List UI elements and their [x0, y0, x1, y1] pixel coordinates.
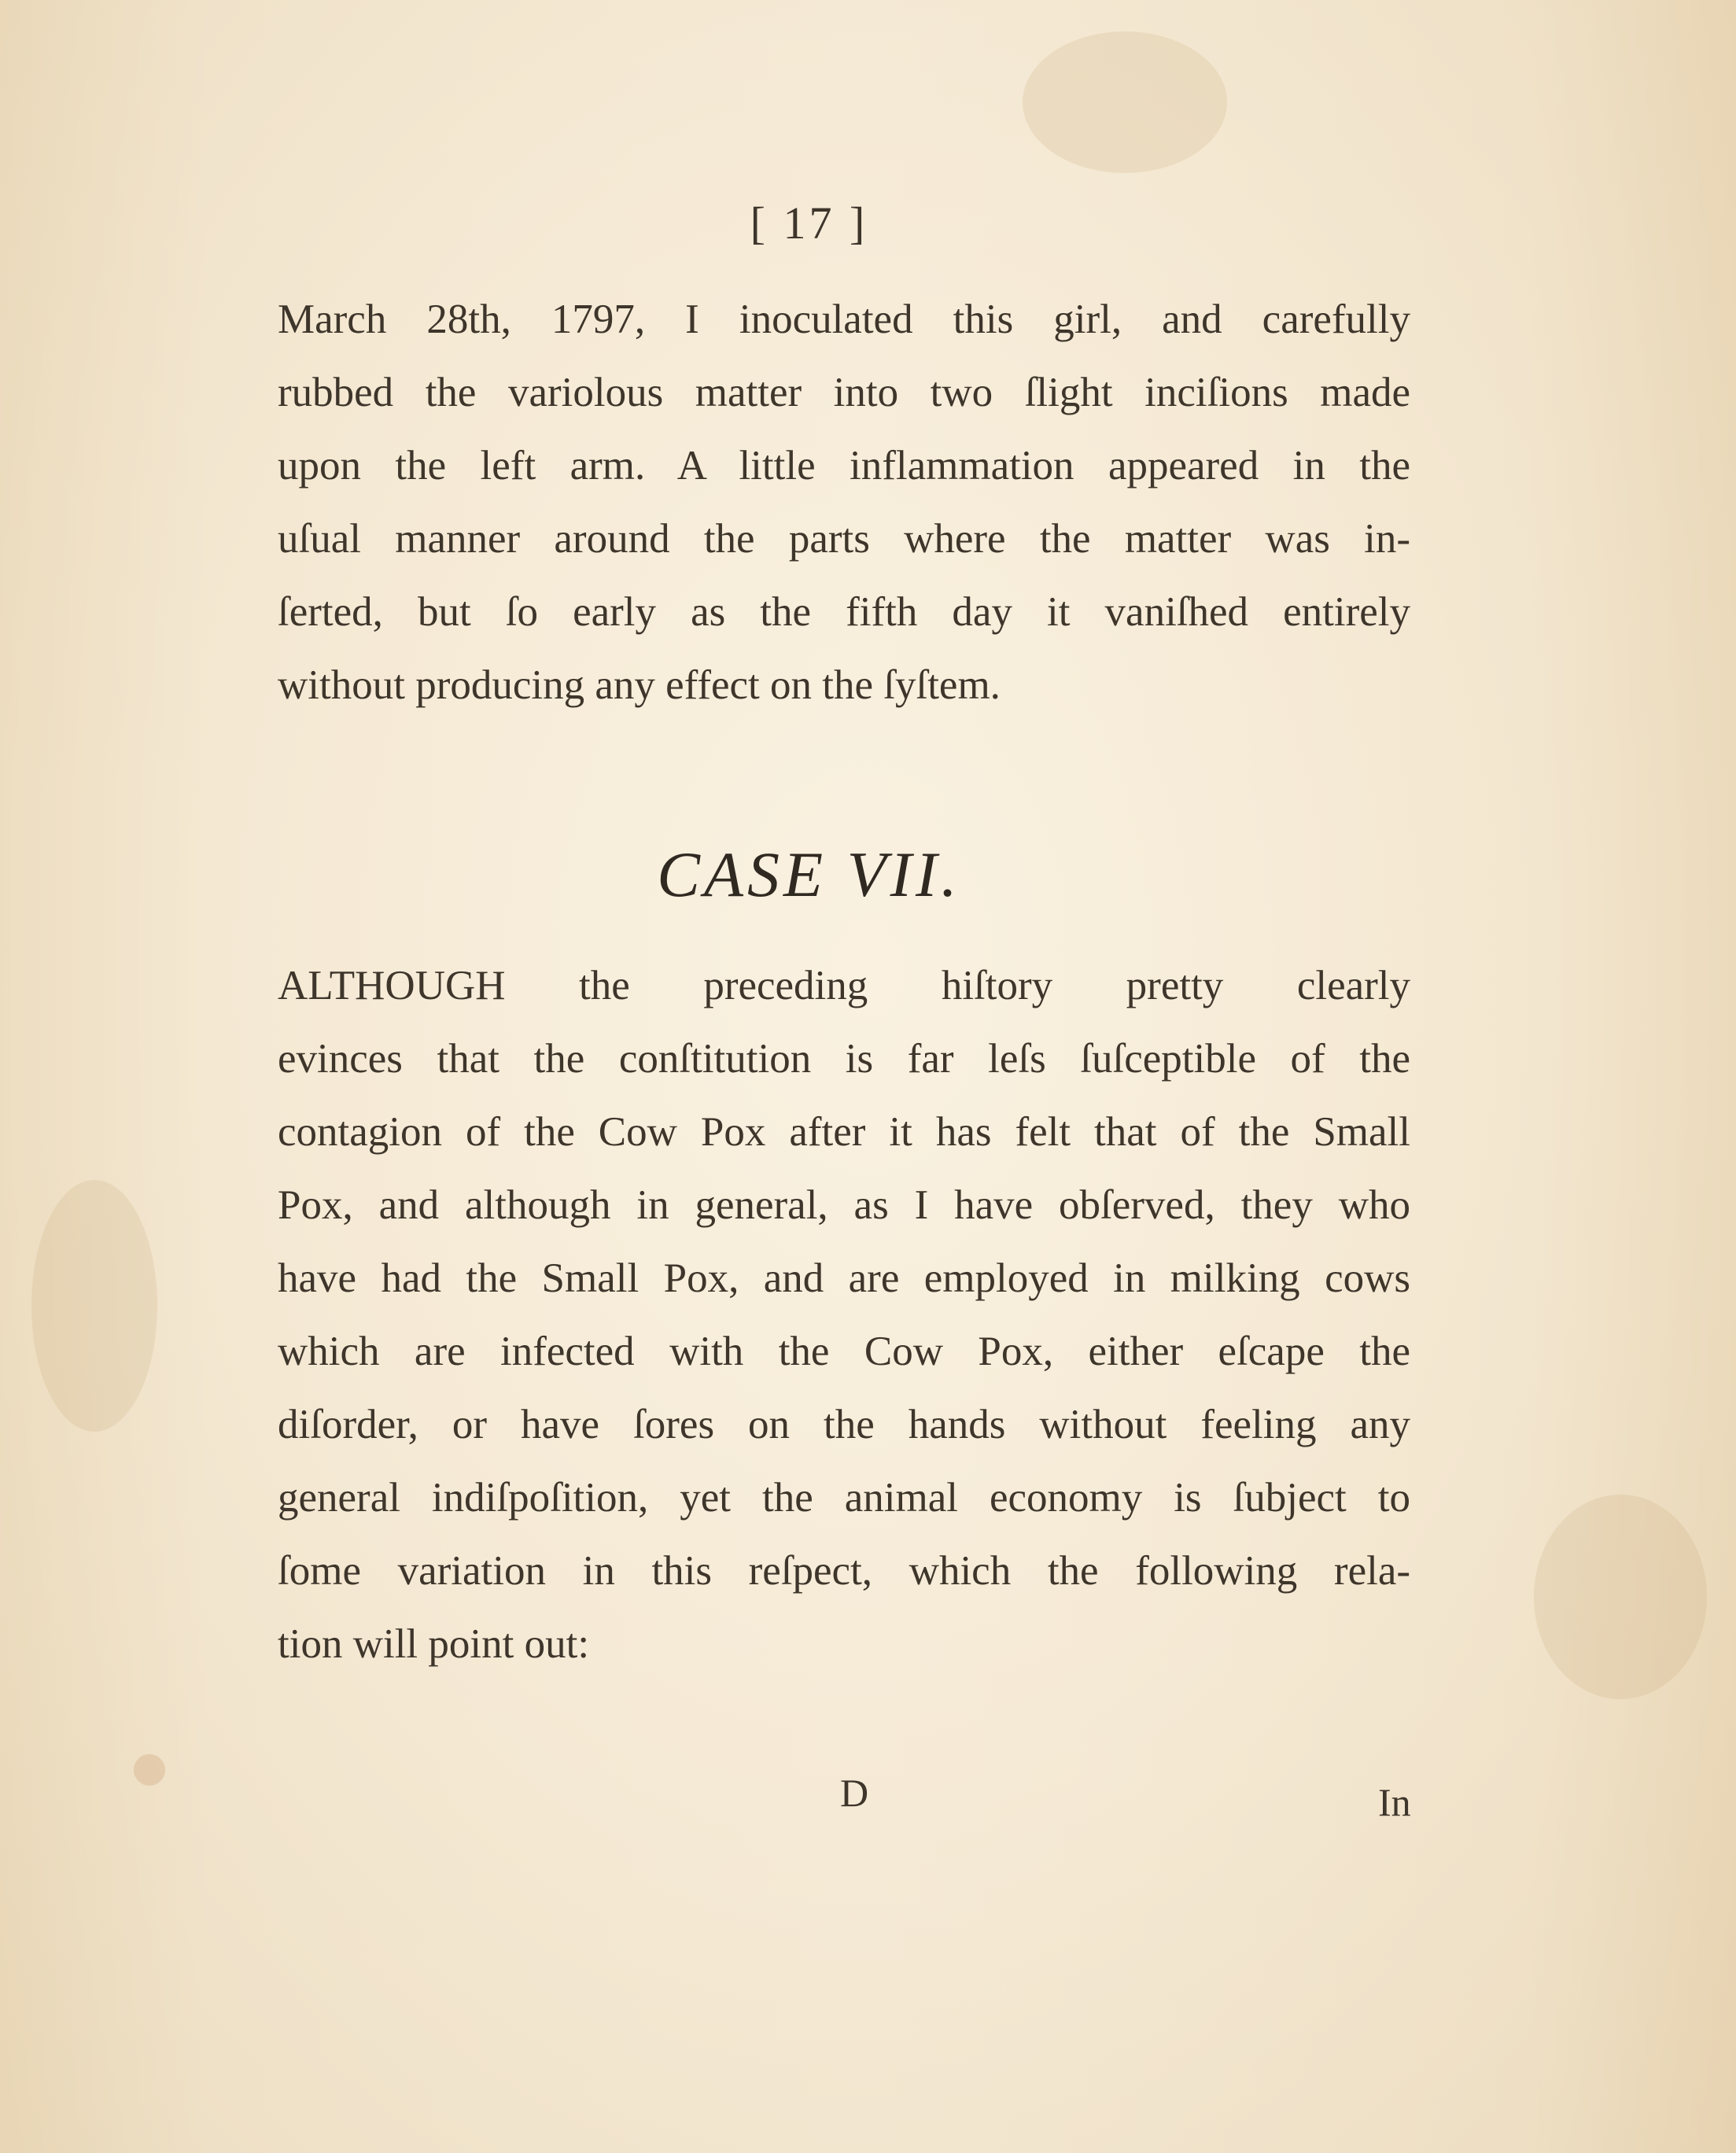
text-line: contagion of the Cow Pox after it has felt that of the Small	[278, 1109, 1410, 1155]
text-line: ALTHOUGH the preceding hiſtory pretty clearly	[278, 963, 1410, 1008]
text-line: evinces that the conſtitution is far leſs ſuſceptible of the	[278, 1036, 1410, 1082]
paragraph-1	[278, 283, 1410, 722]
text-line: upon the left arm. A little inflammation appeared in the	[278, 443, 1410, 488]
page-number-header: [ 17 ]	[750, 197, 868, 249]
catchword: In	[1378, 1780, 1411, 1824]
case-heading: CASE VII.	[657, 839, 961, 910]
text-line: rubbed the variolous matter into two ſlight inciſions made	[278, 370, 1410, 415]
text-line: March 28th, 1797, I inoculated this girl, and carefully	[278, 297, 1410, 342]
text-line: without producing any effect on the ſyſtem.	[278, 662, 1001, 708]
signature-mark: D	[840, 1771, 869, 1815]
text-line: Pox, and although in general, as I have obſerved, they who	[278, 1182, 1410, 1228]
paragraph-2	[278, 949, 1410, 1681]
foxing-stain	[134, 1754, 165, 1786]
text-line: ſerted, but ſo early as the fifth day it vaniſhed entirely	[278, 589, 1410, 635]
text-line: uſual manner around the parts where the matter was in-	[278, 516, 1410, 562]
text-line: tion will point out:	[278, 1621, 590, 1667]
foxing-stain	[1534, 1495, 1707, 1699]
text-line: diſorder, or have ſores on the hands without feeling any	[278, 1402, 1410, 1447]
text-line: have had the Small Pox, and are employed in milking cows	[278, 1255, 1410, 1301]
foxing-stain	[31, 1180, 157, 1432]
text-line: general indiſpoſition, yet the animal economy is ſubject to	[278, 1475, 1410, 1521]
text-line: ſome variation in this reſpect, which the following rela-	[278, 1548, 1410, 1594]
text-line: which are infected with the Cow Pox, either eſcape the	[278, 1329, 1410, 1374]
foxing-stain	[1023, 31, 1227, 173]
